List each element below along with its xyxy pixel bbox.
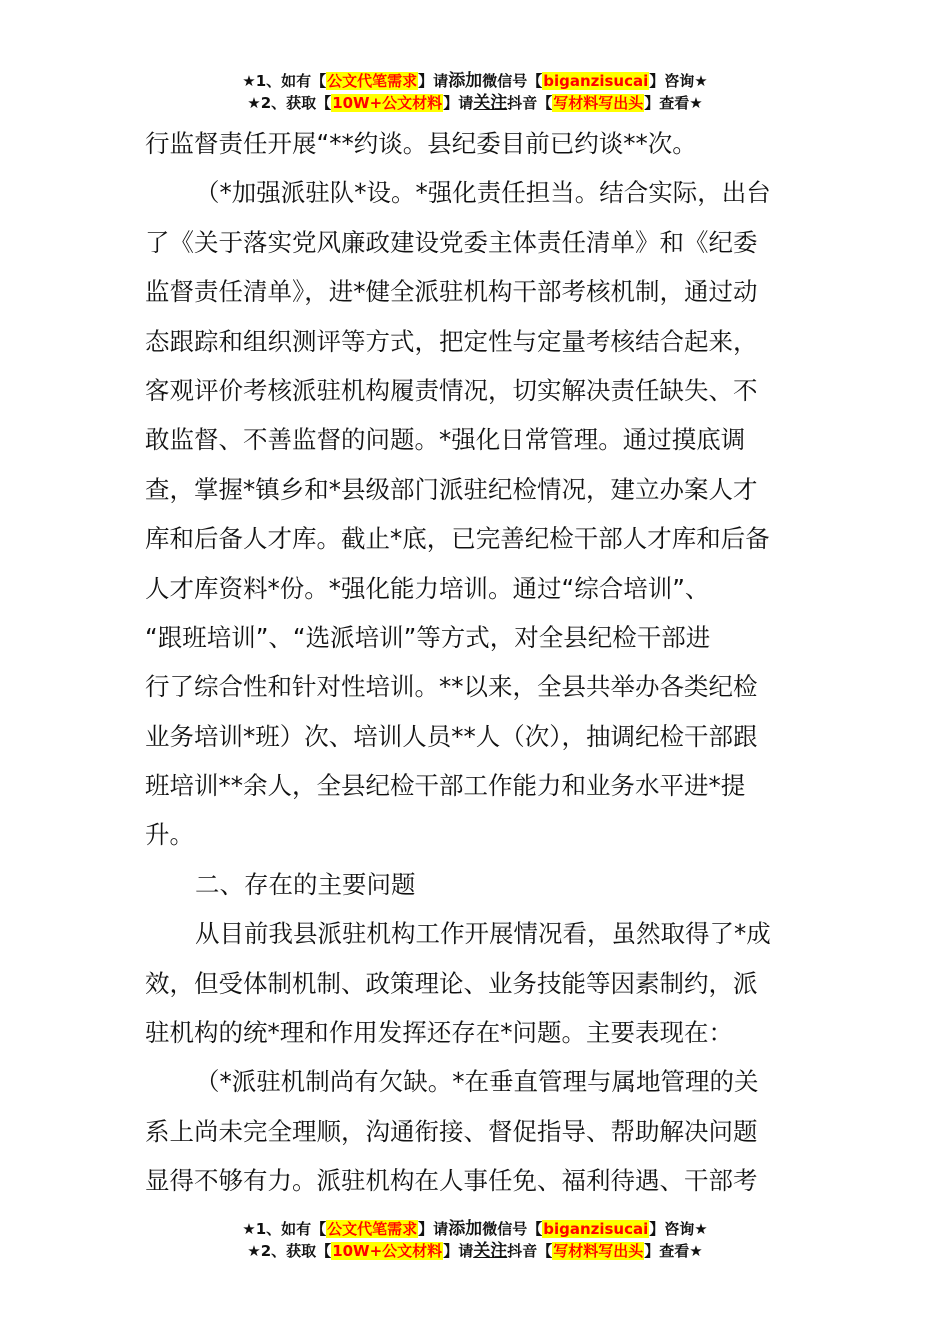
banner-text: 抖音【	[507, 1242, 553, 1260]
banner-text: 】请	[443, 1242, 474, 1260]
highlight-service: 公文代笔需求	[327, 72, 418, 90]
highlight-wechat-id: biganzisucai	[543, 1220, 649, 1238]
text-line: 行了综合性和针对性培训。**以来，全县共举办各类纪检	[145, 672, 758, 702]
banner-line-1	[0, 70, 950, 92]
section-heading: 二、存在的主要问题	[195, 869, 416, 899]
banner-line-2	[0, 1240, 950, 1262]
footer-banner	[0, 1218, 950, 1262]
banner-text: 】请	[418, 1220, 449, 1238]
text-line: 库和后备人才库。截止*底，已完善纪检干部人才库和后备	[145, 524, 770, 554]
banner-text: 微信号【	[482, 72, 543, 90]
text-line: 系上尚未完全理顺，沟通衔接、督促指导、帮助解决问题	[145, 1116, 758, 1146]
highlight-materials: 10W+公文材料	[332, 94, 443, 112]
star-icon: ★	[694, 72, 708, 90]
text-line: “跟班培训”、“选派培训”等方式，对全县纪检干部进	[145, 622, 711, 652]
text-line: 客观评价考核派驻机构履责情况，切实解决责任缺失、不	[145, 375, 758, 405]
highlight-douyin-id: 写材料写出头	[553, 1242, 644, 1260]
text-line: 态跟踪和组织测评等方式，把定性与定量考核结合起来，	[145, 326, 758, 356]
banner-line-2	[0, 92, 950, 114]
text-line: 了《关于落实党风廉政建设党委主体责任清单》和《纪委	[145, 227, 758, 257]
text-line: 行监督责任开展“**约谈。县纪委目前已约谈**次。	[145, 129, 697, 158]
star-icon: ★	[689, 94, 703, 112]
star-icon: ★	[247, 1242, 261, 1260]
banner-text: 1、如有【	[255, 72, 327, 90]
text-line: 敢监督、不善监督的问题。*强化日常管理。通过摸底调	[145, 425, 746, 455]
text-line: 业务培训*班）次、培训人员**人（次），抽调纪检干部跟	[145, 721, 758, 751]
text-line: 升。	[145, 820, 194, 850]
banner-text: 1、如有【	[255, 1220, 327, 1238]
banner-emphasis: 关注	[473, 1241, 508, 1261]
star-icon: ★	[247, 94, 261, 112]
text-line: 班培训**余人，全县纪检干部工作能力和业务水平进*提	[145, 771, 746, 801]
star-icon: ★	[242, 1220, 256, 1238]
highlight-materials: 10W+公文材料	[332, 1242, 443, 1260]
star-icon: ★	[689, 1242, 703, 1260]
text-line: 查，掌握*镇乡和*县级部门派驻纪检情况，建立办案人才	[145, 474, 758, 504]
highlight-douyin-id: 写材料写出头	[553, 94, 644, 112]
text-line: （*加强派驻队*设。*强化责任担当。结合实际，出台	[195, 178, 771, 208]
banner-text: 】请	[418, 72, 449, 90]
banner-text: 】咨询	[649, 72, 695, 90]
text-line: 人才库资料*份。*强化能力培训。通过“综合培训”、	[145, 573, 710, 603]
banner-line-1	[0, 1218, 950, 1240]
banner-emphasis: 关注	[473, 93, 508, 113]
banner-emphasis: 添加	[448, 1219, 483, 1239]
header-banner	[0, 70, 950, 114]
banner-text: 2、获取【	[260, 94, 332, 112]
text-line: 从目前我县派驻机构工作开展情况看，虽然取得了*成	[195, 919, 771, 949]
text-line: 驻机构的统*理和作用发挥还存在*问题。主要表现在：	[145, 1018, 733, 1048]
document-body	[145, 119, 809, 1206]
text-line: 显得不够有力。派驻机构在人事任免、福利待遇、干部考	[145, 1166, 758, 1196]
text-line: （*派驻机制尚有欠缺。*在垂直管理与属地管理的关	[195, 1067, 759, 1097]
banner-emphasis: 添加	[448, 71, 483, 91]
banner-text: 2、获取【	[260, 1242, 332, 1260]
highlight-wechat-id: biganzisucai	[543, 72, 649, 90]
highlight-service: 公文代笔需求	[327, 1220, 418, 1238]
star-icon: ★	[242, 72, 256, 90]
banner-text: 】查看	[644, 94, 690, 112]
text-line: 监督责任清单》，进*健全派驻机构干部考核机制，通过动	[145, 277, 758, 307]
banner-text: 微信号【	[482, 1220, 543, 1238]
text-line: 效，但受体制机制、政策理论、业务技能等因素制约，派	[145, 968, 758, 998]
banner-text: 抖音【	[507, 94, 553, 112]
star-icon: ★	[694, 1220, 708, 1238]
banner-text: 】咨询	[649, 1220, 695, 1238]
banner-text: 】请	[443, 94, 474, 112]
banner-text: 】查看	[644, 1242, 690, 1260]
